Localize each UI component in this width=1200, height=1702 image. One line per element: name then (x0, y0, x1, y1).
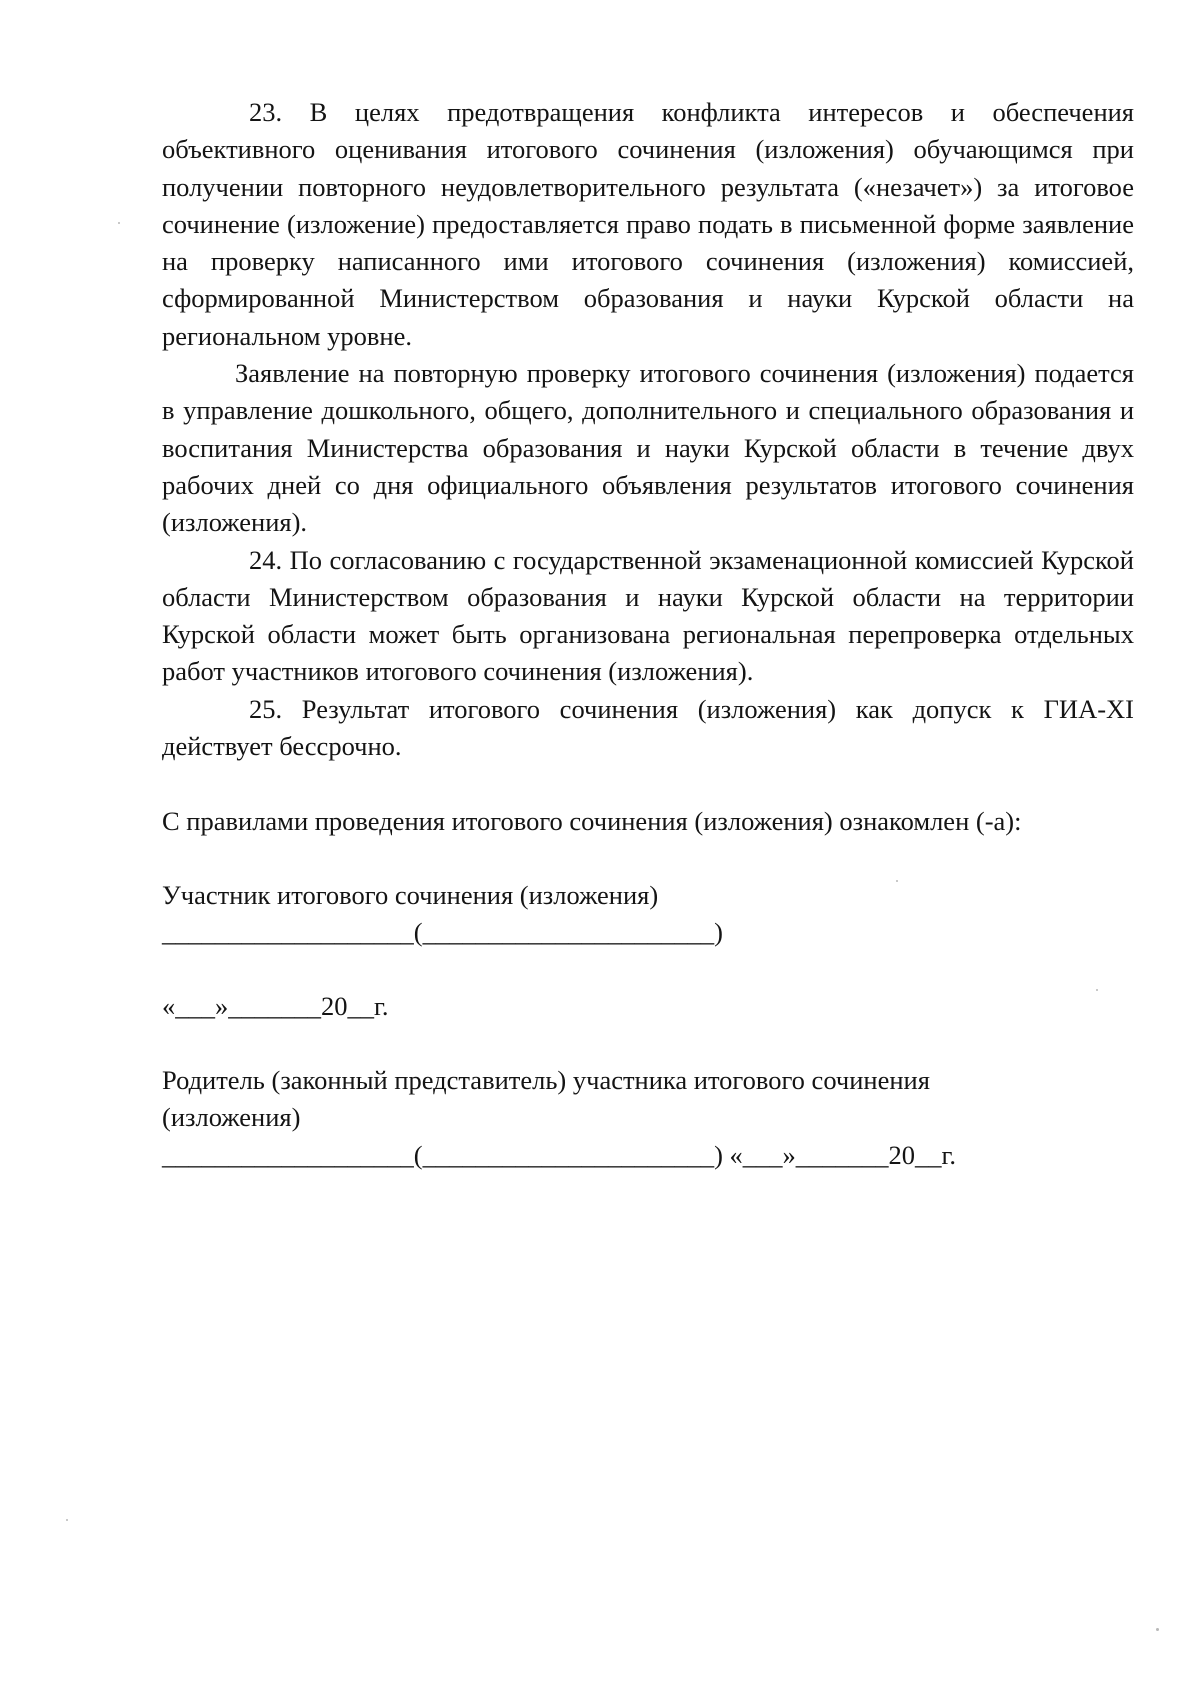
scan-speck (896, 880, 898, 882)
scan-speck (118, 222, 120, 224)
parent-label-line1: Родитель (законный представитель) участника итогового сочинения (162, 1065, 930, 1095)
parent-signature-date-line: ___________________(______________________) «___»_______20__г. (162, 1139, 957, 1170)
participant-signature-line: ___________________(______________________) (162, 917, 723, 948)
participant-signature-block (162, 877, 1162, 952)
participant-date-block (162, 988, 1162, 1025)
document-body (162, 94, 1134, 765)
paragraph-application: Заявление на повторную проверку итогового сочинения (изложения) подается в управление дошкольного, общего, дополнительного и специального образования и воспитания Министерства образования и науки Курской области в течение двух рабочих дней со дня официального объявления результатов итогового сочинения (изложения). (162, 358, 1134, 538)
acknowledgement-text: С правилами проведения итогового сочинения (изложения) ознакомлен (-а): (162, 806, 1022, 836)
paragraph-25: 25. Результат итогового сочинения (изложения) как допуск к ГИА-XI действует бессрочно. (162, 693, 1134, 762)
paragraph-24: 24. По согласованию с государственной экзаменационной комиссией Курской области Министерством образования и науки Курской области на территории Курской области может быть организована региональная перепроверка отдельных работ участников итогового сочинения (изложения). (162, 544, 1134, 687)
scan-speck (1156, 1628, 1159, 1631)
scan-speck (66, 1519, 68, 1521)
parent-label-line2: (изложения) (162, 1102, 301, 1133)
paragraph-23: 23. В целях предотвращения конфликта интересов и обеспечения объективного оценивания итогового сочинения (изложения) обучающимся при получении повторного неудовлетворительного результата («незачет») за итоговое сочинение (изложение) предоставляется право подать в письменной форме заявление на проверку написанного ими итогового сочинения (изложения) комиссией, сформированной Министерством образования и науки Курской области на региональном уровне. (162, 97, 1134, 351)
participant-date-line: «___»_______20__г. (162, 991, 389, 1021)
parent-signature-block (162, 1062, 1162, 1174)
scan-speck (1096, 989, 1098, 991)
acknowledgement-block (162, 803, 1162, 840)
participant-label: Участник итогового сочинения (изложения) (162, 880, 659, 910)
